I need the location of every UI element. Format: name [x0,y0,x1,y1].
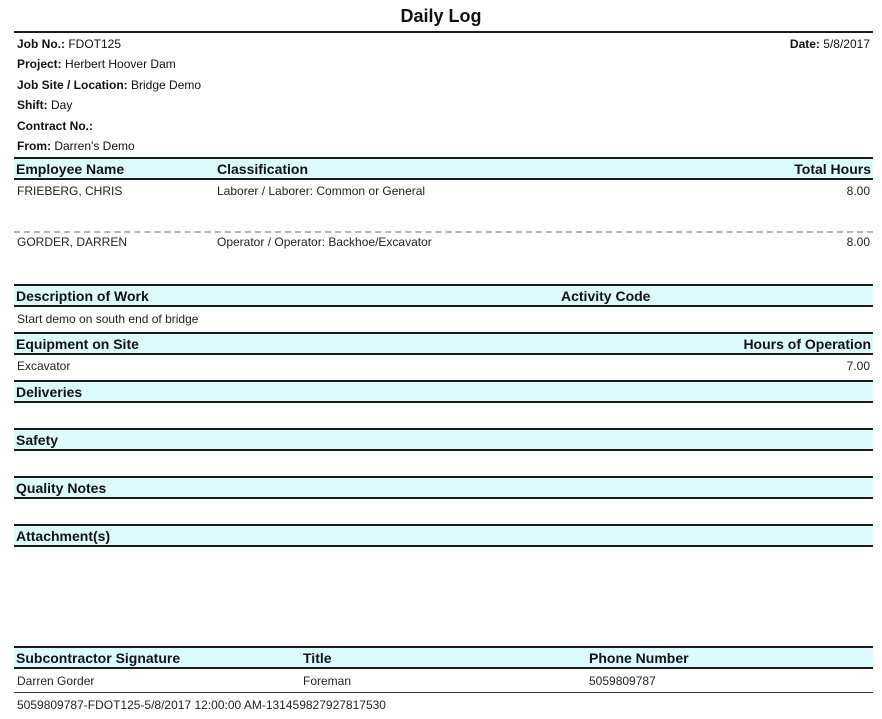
job-site-label: Job Site / Location: [17,78,128,92]
project-label: Project: [17,57,62,71]
work-description: Start demo on south end of bridge [17,312,199,326]
employee-table-header [14,157,873,180]
employee-2-name: GORDER, DARREN [17,235,128,249]
job-no-row [17,37,121,51]
safety-label: Safety [16,432,59,448]
page-title: Daily Log [400,6,482,26]
contract-row [17,119,93,133]
equipment-hours: 7.00 [846,359,870,373]
employee-2-hours: 8.00 [846,235,870,249]
phone-number-header: Phone Number [589,650,689,666]
contract-label: Contract No.: [17,119,93,133]
project-value: Herbert Hoover Dam [65,57,176,71]
work-table-header [14,284,873,307]
title-divider [14,31,873,33]
attachments-label: Attachment(s) [16,528,111,544]
signature-table-header [14,646,873,669]
signature-row-line [14,692,873,693]
safety-header [14,428,873,451]
signer-phone: 5059809787 [589,674,656,688]
shift-value: Day [51,98,73,112]
equipment-table-header [14,332,873,355]
footer-code: 5059809787-FDOT125-5/8/2017 12:00:00 AM-131459827927817530 [17,698,386,712]
employee-1-hours: 8.00 [846,184,870,198]
date-label: Date: [789,37,820,51]
employee-1-name: FRIEBERG, CHRIS [17,184,123,198]
equipment-header: Equipment on Site [16,336,139,352]
attachments-header [14,524,873,547]
activity-code-header: Activity Code [561,288,651,304]
job-site-value: Bridge Demo [131,78,202,92]
date-row [790,37,870,51]
shift-label: Shift: [17,98,48,112]
project-row [17,57,176,71]
date-value: 5/8/2017 [823,37,870,51]
deliveries-header [14,380,873,403]
hours-of-operation-header: Hours of Operation [743,336,871,352]
from-label: From: [17,139,51,153]
quality-notes-header [14,476,873,499]
employee-row-separator [14,231,873,233]
employee-name-header: Employee Name [16,161,125,177]
from-value: Darren's Demo [54,139,135,153]
title-header: Title [303,650,332,666]
deliveries-label: Deliveries [16,384,83,400]
signer-name: Darren Gorder [17,674,95,688]
description-header: Description of Work [16,288,149,304]
signer-title: Foreman [303,674,352,688]
subcontractor-signature-header: Subcontractor Signature [16,650,181,666]
job-site-row [17,78,201,92]
shift-row [17,98,72,112]
employee-1-classification: Laborer / Laborer: Common or General [217,184,426,198]
equipment-name: Excavator [17,359,71,373]
job-no-value: FDOT125 [68,37,122,51]
employee-2-classification: Operator / Operator: Backhoe/Excavator [217,235,432,249]
quality-notes-label: Quality Notes [16,480,107,496]
classification-header: Classification [217,161,309,177]
from-row [17,139,135,153]
total-hours-header: Total Hours [794,161,871,177]
job-no-label: Job No.: [17,37,65,51]
